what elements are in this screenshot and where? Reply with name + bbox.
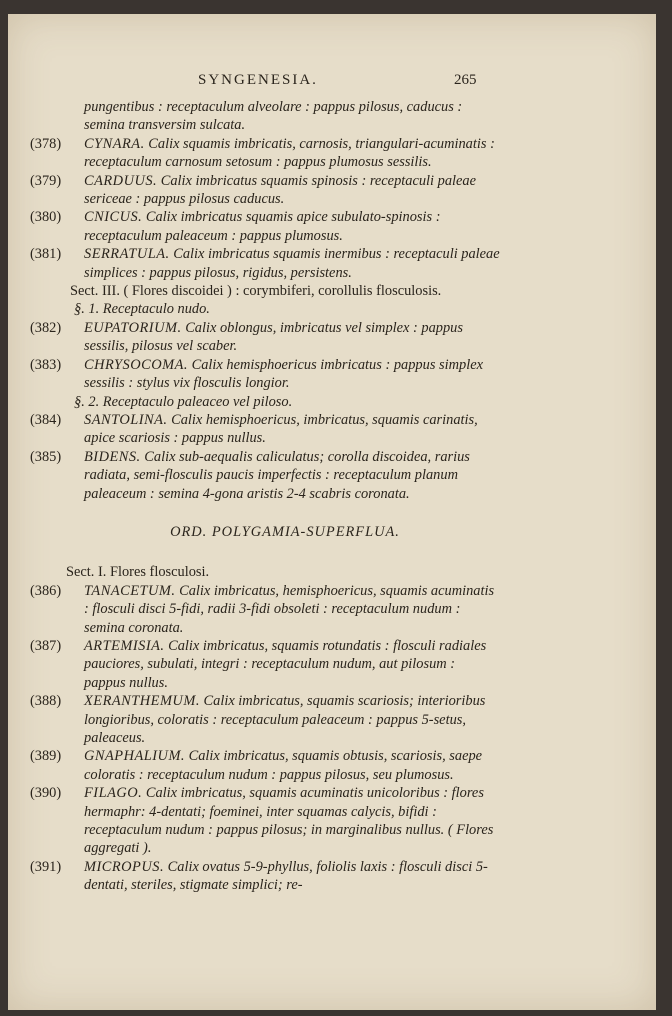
genus-description: Calix imbricatus, squamis acuminatis unicoloribus : flores hermaphr: 4-dentati; foeminei, inter squamas calycis, bifidi : receptaculum nudum : pappus pilosus; in marginalibus nullus. ( Flores aggregati ). — [84, 785, 494, 857]
entry-number: (380) — [30, 209, 62, 226]
running-title: SYNGENESIA. — [198, 72, 318, 88]
genus-description: Calix imbricatus, squamis obtusis, scariosis, saepe coloratis : receptaculum nudum : pappus pilosus, seu plumosus. — [84, 748, 483, 783]
genus-name: FILAGO. — [84, 785, 143, 802]
genus-description: Calix imbricatus squamis apice subulato-spinosis : receptaculum paleaceum : pappus plumosus. — [84, 209, 441, 244]
genus-description: Calix imbricatus squamis inermibus : receptaculi paleae simplices : pappus pilosus, rigidus, persistens. — [84, 246, 500, 281]
genus-description: Calix imbricatus, squamis rotundatis : flosculi radiales pauciores, subulati, integri : receptaculum nudum, aut pilosum : pappus nullus. — [84, 637, 487, 691]
subsection-heading: §. 2. Receptaculo paleaceo vel piloso. — [74, 393, 293, 410]
genus-name: XERANTHEMUM. — [84, 693, 200, 710]
entry-number: (388) — [30, 693, 62, 710]
genus-name: CNICUS. — [84, 209, 143, 226]
continuation-text: pungentibus : receptaculum alveolare : pappus pilosus, caducus : semina transversim sulcata. — [84, 99, 463, 134]
genus-entry — [30, 448, 500, 503]
genus-description: Calix sub-aequalis caliculatus; corolla discoidea, rarius radiata, semi-flosculis paucis imperfectis : receptaculum planum paleaceum : semina 4-gona aristis 2-4 scabris coronata. — [84, 448, 470, 502]
genus-name: BIDENS. — [84, 448, 141, 465]
genus-entry — [30, 356, 500, 393]
genus-name: CYNARA. — [84, 135, 145, 152]
entry-list-a — [30, 135, 500, 282]
subsection-heading: §. 1. Receptaculo nudo. — [74, 301, 210, 318]
genus-description: Calix imbricatus squamis spinosis : receptaculi paleae sericeae : pappus pilosus caducus. — [84, 172, 476, 208]
genus-name: MICROPUS. — [84, 858, 165, 875]
entry-number: (389) — [30, 748, 62, 765]
entry-list-c — [30, 411, 500, 503]
page-header — [8, 72, 656, 94]
genus-name: EUPATORIUM. — [84, 319, 182, 336]
genus-entry — [30, 411, 500, 448]
genus-entry — [30, 135, 500, 172]
entry-number: (381) — [30, 246, 62, 263]
genus-entry — [30, 172, 500, 209]
genus-name: ARTEMISIA. — [84, 637, 165, 654]
entry-number: (385) — [30, 448, 62, 465]
genus-entry — [30, 208, 500, 245]
genus-name: SERRATULA. — [84, 246, 170, 263]
genus-description: Calix hemisphoericus imbricatus : pappus simplex sessilis : stylus vix flosculis longior. — [84, 356, 483, 392]
genus-entry — [30, 319, 500, 356]
genus-description: Calix squamis imbricatis, carnosis, triangulari-acuminatis : receptaculum carnosum setosum : pappus plumosus sessilis. — [84, 135, 495, 171]
entry-number: (391) — [30, 858, 62, 875]
genus-name: SANTOLINA. — [84, 411, 168, 428]
entry-number: (378) — [30, 135, 62, 152]
book-page — [8, 14, 656, 1010]
entry-number: (383) — [30, 356, 62, 373]
genus-name: CHRYSOCOMA. — [84, 356, 188, 373]
entry-number: (387) — [30, 637, 62, 654]
genus-description: Calix imbricatus, squamis scariosis; interioribus longioribus, coloratis : receptaculum paleaceum : pappus 5-setus, paleaceus. — [84, 693, 486, 746]
genus-entry — [30, 692, 500, 747]
genus-name: GNAPHALIUM. — [84, 748, 186, 765]
body-text — [30, 98, 500, 895]
section-heading: Sect. I. Flores flosculosi. — [66, 564, 210, 581]
entry-list-d — [30, 582, 500, 895]
genus-description: Calix ovatus 5-9-phyllus, foliolis laxis : flosculi disci 5-dentati, steriles, stigmate simplici; re- — [84, 858, 488, 894]
genus-entry — [30, 784, 500, 858]
genus-description: Calix oblongus, imbricatus vel simplex : pappus sessilis, pilosus vel scaber. — [84, 319, 463, 355]
entry-number: (386) — [30, 582, 62, 599]
genus-entry — [30, 582, 500, 637]
section-heading: Sect. III. ( Flores discoidei ) : corymbiferi, corollulis flosculosis. — [70, 283, 442, 300]
entry-number: (382) — [30, 319, 62, 336]
entry-list-b — [30, 319, 500, 393]
genus-entry — [30, 747, 500, 784]
genus-description: Calix hemisphoericus, imbricatus, squamis carinatis, apice scariosis : pappus nullus. — [84, 411, 478, 447]
genus-name: CARDUUS. — [84, 172, 158, 189]
entry-number: (379) — [30, 172, 62, 189]
entry-number: (390) — [30, 785, 62, 802]
entry-number: (384) — [30, 411, 62, 428]
genus-entry — [30, 245, 500, 282]
page-number: 265 — [454, 72, 477, 88]
genus-entry — [30, 637, 500, 692]
genus-description: Calix imbricatus, hemisphoericus, squamis acuminatis : flosculi disci 5-fidi, radii 3-fidi obsoleti : receptaculum nudum : semina coronata. — [84, 582, 495, 636]
order-heading: ORD. POLYGAMIA-SUPERFLUA. — [170, 523, 400, 540]
genus-name: TANACETUM. — [84, 582, 176, 599]
genus-entry — [30, 858, 500, 895]
